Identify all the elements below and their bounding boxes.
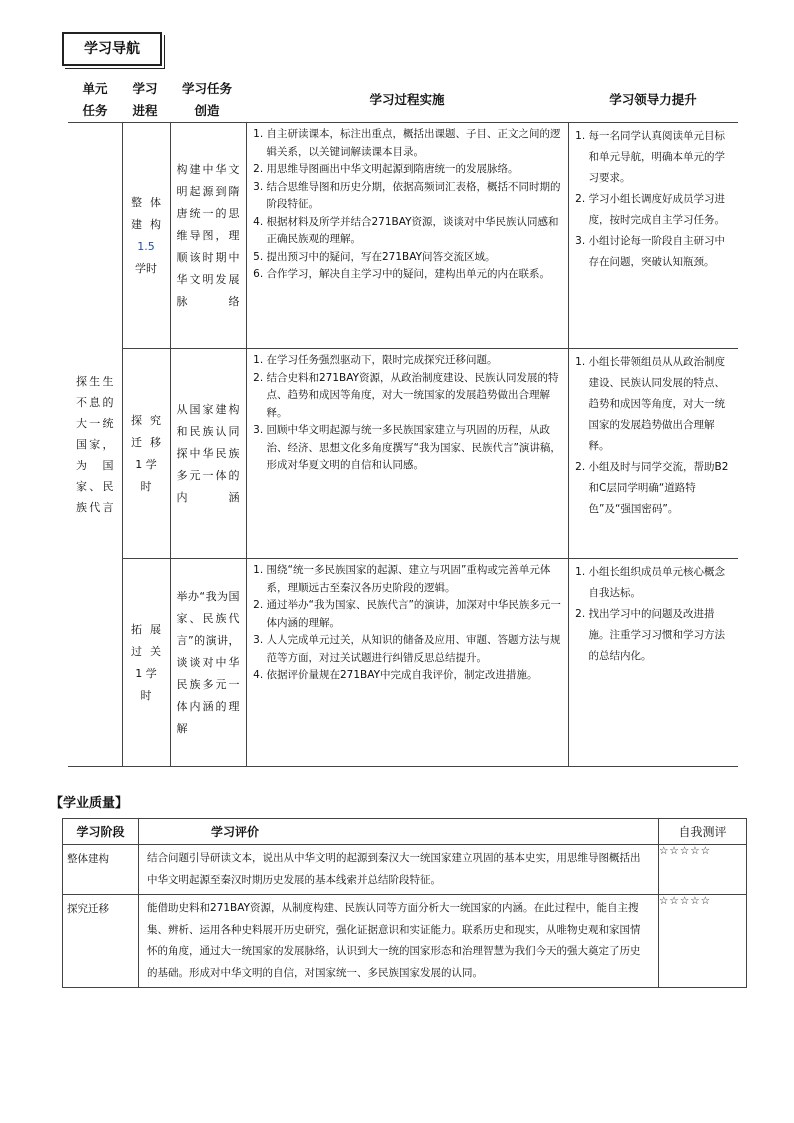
process-item: 3. 回顾中华文明起源与统一多民族国家建立与巩固的历程，从政治、经济、思想文化多角度撰写“我为国家、民族代言”演讲稿，形成对华夏文明的自信和认同感。 — [267, 422, 562, 475]
header-creation: 学习任务 创造 — [181, 81, 232, 118]
unit-task-text: 探生生不息的大一统国家，为国家、民族代言 — [76, 375, 114, 514]
quality-table — [62, 818, 747, 988]
stage-time-num: 1 — [135, 457, 143, 471]
quality-eval-cell — [139, 845, 659, 895]
quality-header-row — [63, 819, 747, 845]
stage-name: 整体建构 — [131, 195, 161, 231]
stage-time-unit: 学时 — [140, 666, 157, 702]
leadership-item: 2. 小组及时与同学交流，帮助B2和C层同学明确“道路特色”及“强国密码”。 — [589, 457, 733, 520]
guide-row-extend — [68, 559, 738, 767]
quality-stage: 整体建构 — [63, 845, 139, 895]
header-unit-task: 单元 任务 — [82, 81, 108, 118]
self-rating-stars[interactable]: ☆☆☆☆☆ — [659, 895, 747, 988]
stage-name: 拓展过关 — [131, 622, 161, 658]
creation-cell — [170, 123, 246, 349]
process-item: 6. 合作学习，解决自主学习中的疑问，建构出单元的内在联系。 — [267, 266, 562, 284]
guide-row-explore — [68, 349, 738, 559]
header-leadership: 学习领导力提升 — [609, 92, 697, 107]
process-cell — [246, 349, 568, 559]
leadership-item: 3. 小组讨论每一阶段自主研习中存在问题，突破认知瓶颈。 — [589, 231, 733, 273]
leadership-cell — [568, 349, 738, 559]
process-item: 1. 围绕“统一多民族国家的起源、建立与巩固”重构或完善单元体系，理顺远古至秦汉各历史阶段的逻辑。 — [267, 562, 562, 597]
quality-col-self: 自我测评 — [659, 819, 747, 845]
process-item: 3. 结合思维导图和历史分期，依据高频词汇表格，概括不同时期的阶段特征。 — [267, 179, 562, 214]
process-cell — [246, 123, 568, 349]
creation-text: 构建中华文明起源到隋唐统一的思维导图，理顺该时期中华文明发展脉络 — [176, 162, 240, 308]
quality-eval: 能借助史料和271BAY资源，从制度构建、民族认同等方面分析大一统国家的内涵。在此过程中，能自主搜集、辨析、运用各种史料展开历史研究，强化证据意识和实证能力。联系历史和现实，从唯物史观和家国情怀的角度，通过大一统国家的发展脉络，认识到大一统的国家形态和治理智慧为我们今天的强大奠定了历史的基础。形成对中华文明的自信，对国家统一、多民族国家发展的认同。 — [147, 902, 641, 979]
leadership-list — [569, 349, 739, 523]
quality-col-stage: 学习阶段 — [63, 819, 139, 845]
stage-time-num: 1.5 — [137, 239, 155, 253]
creation-cell — [170, 349, 246, 559]
quality-row — [63, 895, 747, 988]
quality-row — [63, 845, 747, 895]
leadership-item: 2. 找出学习中的问题及改进措施。注重学习习惯和学习方法的总结内化。 — [589, 604, 733, 667]
stage-time-num: 1 — [135, 666, 143, 680]
process-list — [247, 123, 568, 287]
stage-time-unit: 学时 — [135, 261, 157, 275]
leadership-list — [569, 123, 739, 276]
leadership-item: 2. 学习小组长调度好成员学习进度，按时完成自主学习任务。 — [589, 189, 733, 231]
unit-task-cell — [68, 123, 122, 767]
stage-cell — [122, 349, 170, 559]
leadership-item: 1. 小组长带领组员从从政治制度建设、民族认同发展的特点、趋势和成因等角度，对大一统国家的发展趋势做出合理解释。 — [589, 352, 733, 457]
process-item: 1. 在学习任务强烈驱动下，限时完成探究迁移问题。 — [267, 352, 562, 370]
process-item: 3. 人人完成单元过关，从知识的储备及应用、审题、答题方法与规范等方面，对过关试题进行纠错反思总结提升。 — [267, 632, 562, 667]
process-item: 5. 提出预习中的疑问，写在271BAY问答交流区域。 — [267, 249, 562, 267]
quality-eval: 结合问题引导研读文本，说出从中华文明的起源到秦汉大一统国家建立巩固的基本史实，用思维导图概括出中华文明起源至秦汉时期历史发展的基本线索并总结阶段特征。 — [147, 852, 641, 886]
quality-stage: 探究迁移 — [63, 895, 139, 988]
creation-text: 从国家建构和民族认同探中华民族多元一体的内涵 — [176, 402, 240, 504]
guide-title: 学习导航 — [62, 32, 162, 66]
guide-row-overall — [68, 123, 738, 349]
stage-cell — [122, 559, 170, 767]
process-cell — [246, 559, 568, 767]
leadership-item: 1. 小组长组织成员单元核心概念自我达标。 — [589, 562, 733, 604]
quality-title: 【学业质量】 — [50, 796, 129, 811]
leadership-cell — [568, 559, 738, 767]
creation-cell — [170, 559, 246, 767]
leadership-item: 1. 每一名同学认真阅读单元目标和单元导航，明确本单元的学习要求。 — [589, 126, 733, 189]
leadership-cell — [568, 123, 738, 349]
self-rating-stars[interactable]: ☆☆☆☆☆ — [659, 845, 747, 895]
header-progress: 学习 进程 — [132, 81, 158, 118]
stage-cell — [122, 123, 170, 349]
process-item: 4. 根据材料及所学并结合271BAY资源，谈谈对中华民族认同感和正确民族观的理解。 — [267, 214, 562, 249]
process-item: 4. 依据评价量规在271BAY中完成自我评价，制定改进措施。 — [267, 667, 562, 685]
header-process: 学习过程实施 — [369, 92, 445, 107]
quality-eval-cell — [139, 895, 659, 988]
process-item: 2. 结合史料和271BAY资源，从政治制度建设、民族认同发展的特点、趋势和成因等角度，对大一统国家的发展趋势做出合理解释。 — [267, 370, 562, 423]
stage-name: 探究迁移 — [131, 413, 161, 449]
creation-text: 举办“我为国家、民族代言”的演讲，谈谈对中华民族多元一体内涵的理解 — [176, 589, 240, 735]
process-list — [247, 559, 568, 688]
leadership-list — [569, 559, 739, 670]
process-item: 2. 用思维导图画出中华文明起源到隋唐统一的发展脉络。 — [267, 161, 562, 179]
guide-table — [68, 122, 738, 767]
process-item: 2. 通过举办“我为国家、民族代言”的演讲，加深对中华民族多元一体内涵的理解。 — [267, 597, 562, 632]
quality-col-eval: 学习评价 — [139, 819, 659, 845]
stage-time-unit: 学时 — [140, 457, 157, 493]
process-list — [247, 349, 568, 478]
process-item: 1. 自主研读课本，标注出重点，概括出课题、子目、正文之间的逻辑关系，以关键词解读课本目录。 — [267, 126, 562, 161]
